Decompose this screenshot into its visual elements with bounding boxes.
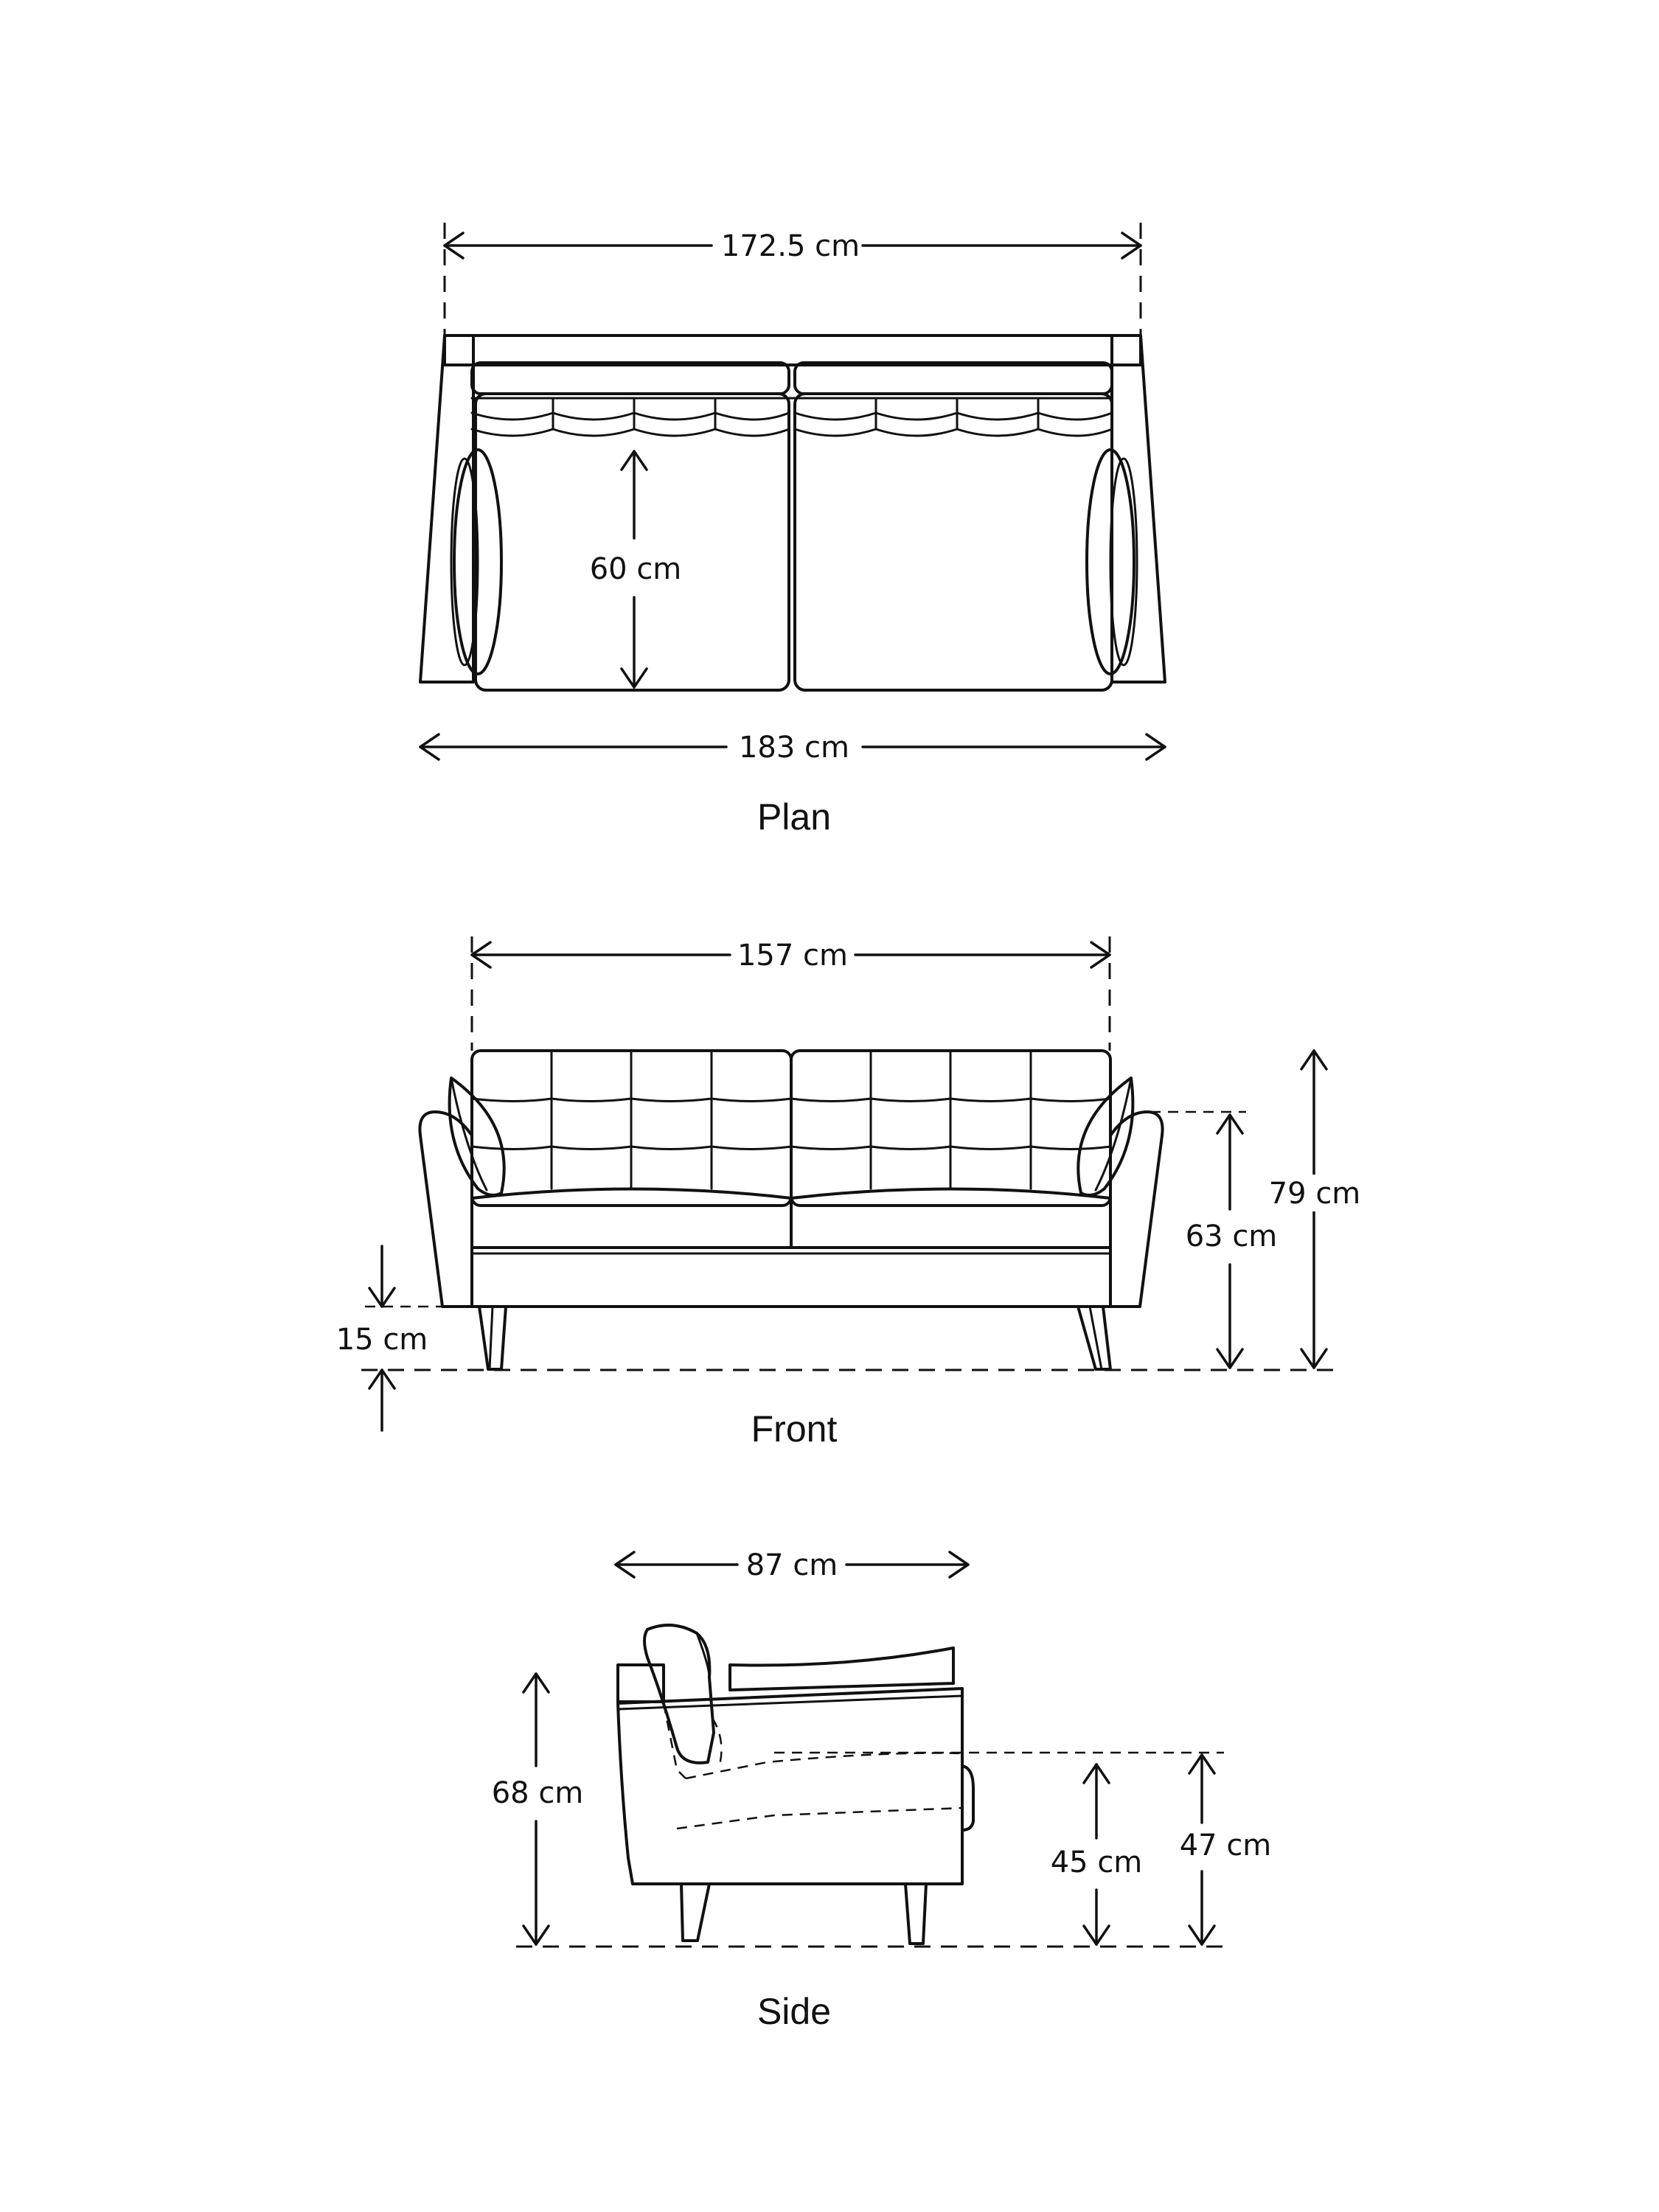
- side-arm-height-label: 47 cm: [1179, 1829, 1272, 1863]
- front-view: [336, 936, 1366, 1450]
- front-total-height-dimension: [1269, 1051, 1366, 1368]
- front-arm-height-dimension: [1150, 1112, 1277, 1368]
- front-total-height-label: 79 cm: [1268, 1177, 1361, 1211]
- plan-seat-depth-label: 60 cm: [589, 552, 682, 586]
- side-view: [492, 1548, 1272, 2032]
- plan-sofa-outline: [420, 335, 1165, 690]
- front-leg-clearance-dimension: [336, 1246, 472, 1430]
- plan-seat-depth-dimension: [590, 451, 682, 687]
- side-back-height-label: 68 cm: [491, 1776, 584, 1810]
- side-arm-height-dimension: [1180, 1755, 1272, 1944]
- plan-outer-width-dimension: [420, 731, 1165, 765]
- plan-outer-width-label: 183 cm: [738, 731, 850, 765]
- plan-view: [420, 223, 1165, 838]
- front-leg-clearance-label: 15 cm: [335, 1323, 428, 1357]
- plan-inner-width-dimension: [445, 223, 1141, 335]
- side-back-height-dimension: [492, 1674, 584, 1944]
- side-seat-height-dimension: [1051, 1764, 1143, 1944]
- side-sofa-outline: [618, 1625, 973, 1944]
- front-sofa-outline: [420, 1051, 1162, 1369]
- side-seat-height-label: 45 cm: [1050, 1846, 1143, 1879]
- side-caption: Side: [757, 1991, 832, 2032]
- front-caption: Front: [751, 1408, 838, 1450]
- side-depth-label: 87 cm: [745, 1548, 838, 1582]
- side-depth-dimension: [616, 1548, 968, 1582]
- plan-caption: Plan: [757, 796, 832, 838]
- front-arm-height-label: 63 cm: [1185, 1220, 1278, 1253]
- front-seat-width-label: 157 cm: [737, 939, 849, 973]
- front-seat-width-dimension: [472, 936, 1110, 1051]
- plan-inner-width-label: 172.5 cm: [720, 229, 860, 263]
